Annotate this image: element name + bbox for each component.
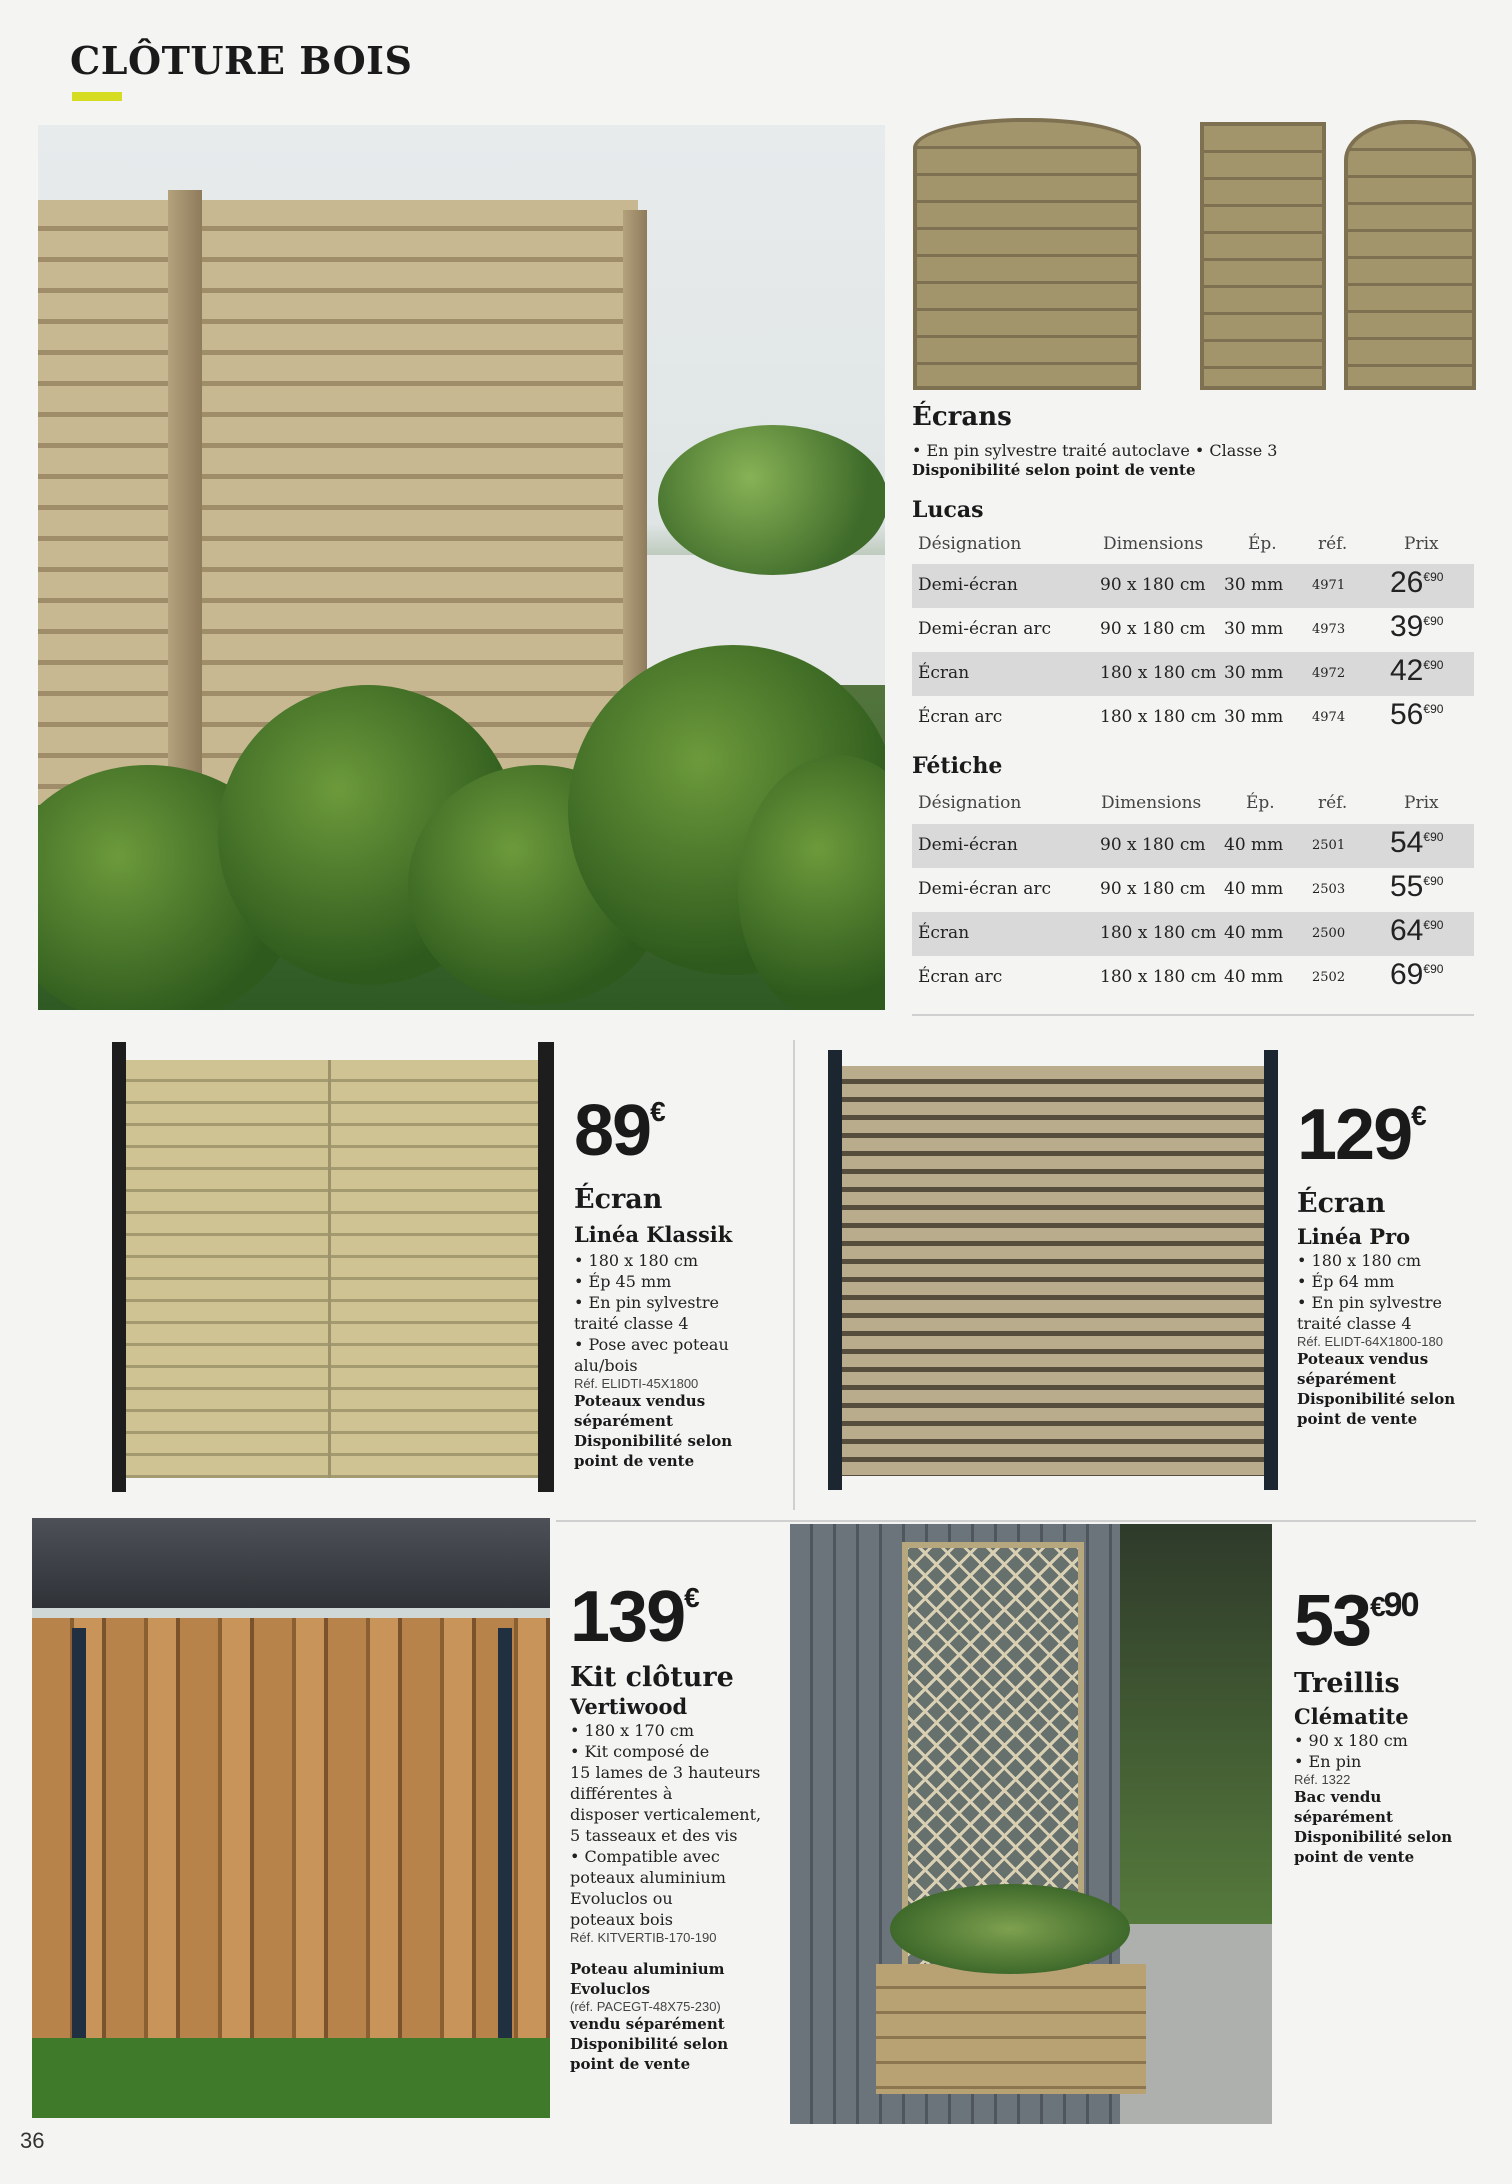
- spec-line: poteaux bois: [570, 1910, 673, 1929]
- fetiche-header-ep: Ép.: [1246, 793, 1275, 813]
- cell-ep: 40 mm: [1224, 835, 1284, 855]
- table-row: [912, 564, 1474, 608]
- cell-price: $64^{€90}$: [1390, 914, 1444, 947]
- linea-klassik-subname: Linéa Klassik: [574, 1222, 733, 1247]
- note-line: point de vente: [1297, 1410, 1418, 1428]
- spec-line: • Pose avec poteau: [574, 1335, 729, 1354]
- ecrans-spec: • En pin sylvestre traité autoclave • Classe 3: [912, 441, 1278, 460]
- fetiche-header-designation: Désignation: [918, 793, 1022, 813]
- cell-price: $54^{€90}$: [1390, 826, 1444, 859]
- spec-line: • Kit composé de: [570, 1742, 710, 1761]
- treillis-subname: Clématite: [1294, 1704, 1409, 1729]
- ecrans-title: Écrans: [912, 402, 1012, 432]
- linea-pro-photo: [828, 1050, 1280, 1490]
- cell-designation: Écran arc: [918, 967, 1003, 987]
- note-line: Poteaux vendus: [574, 1392, 706, 1410]
- cell-ep: 40 mm: [1224, 879, 1284, 899]
- lucas-header-dimensions: Dimensions: [1103, 534, 1204, 554]
- spec-line: • 180 x 180 cm: [1297, 1251, 1422, 1270]
- cell-dimensions: 90 x 180 cm: [1100, 879, 1206, 899]
- vertiwood-photo: [32, 1518, 550, 2118]
- cell-ref: 2502: [1312, 970, 1346, 985]
- demi-ecran-arc-thumbnail: [1344, 120, 1476, 390]
- spec-line: • Compatible avec: [570, 1847, 720, 1866]
- divider: [556, 1520, 1476, 1522]
- spec-line: traité classe 4: [1297, 1314, 1412, 1333]
- product-ref: Réf. ELIDT-64X1800-180: [1297, 1334, 1443, 1349]
- vertiwood-price: 139€: [570, 1577, 698, 1657]
- cell-ep: 40 mm: [1224, 967, 1284, 987]
- linea-pro-price: 129€: [1297, 1095, 1425, 1175]
- ecran-arc-thumbnail: [913, 118, 1141, 390]
- cell-ep: 30 mm: [1224, 619, 1284, 639]
- cell-designation: Écran: [918, 663, 970, 683]
- demi-ecran-thumbnail: [1200, 122, 1326, 390]
- cell-designation: Écran arc: [918, 707, 1003, 727]
- ecrans-availability: Disponibilité selon point de vente: [912, 461, 1196, 479]
- lucas-title: Lucas: [912, 497, 984, 523]
- cell-price: $56^{€90}$: [1390, 698, 1444, 731]
- linea-klassik-photo: [112, 1042, 554, 1492]
- note-line: Poteaux vendus: [1297, 1350, 1429, 1368]
- note-line: séparément: [574, 1412, 673, 1430]
- cell-price: $39^{€90}$: [1390, 610, 1444, 643]
- treillis-photo: [790, 1524, 1272, 2124]
- treillis-price: $53^{€90}$: [1294, 1581, 1418, 1661]
- spec-line: poteaux aluminium: [570, 1868, 726, 1887]
- spec-line: Evoluclos ou: [570, 1889, 673, 1908]
- spec-line: • En pin sylvestre: [574, 1293, 719, 1312]
- spec-line: • 180 x 180 cm: [574, 1251, 699, 1270]
- lucas-header-ep: Ép.: [1248, 534, 1277, 554]
- table-row: [912, 868, 1474, 912]
- spec-line: • Ép 45 mm: [574, 1272, 672, 1291]
- cell-price: $26^{€90}$: [1390, 566, 1444, 599]
- table-row: [912, 608, 1474, 652]
- cell-ref: 4972: [1312, 666, 1346, 681]
- note-line: séparément: [1297, 1370, 1396, 1388]
- linea-pro-subname: Linéa Pro: [1297, 1224, 1411, 1249]
- cell-ep: 30 mm: [1224, 575, 1284, 595]
- note-line: Poteau aluminium: [570, 1960, 725, 1978]
- note-line: Disponibilité selon: [574, 1432, 733, 1450]
- spec-line: disposer verticalement,: [570, 1805, 762, 1824]
- note-line: Disponibilité selon: [570, 2035, 729, 2053]
- cell-price: $69^{€90}$: [1390, 958, 1444, 991]
- cell-ref: 2500: [1312, 926, 1346, 941]
- divider: [912, 1014, 1474, 1016]
- cell-dimensions: 180 x 180 cm: [1100, 663, 1217, 683]
- note-line: séparément: [1294, 1808, 1393, 1826]
- treillis-name: Treillis: [1294, 1668, 1400, 1699]
- lucas-header-designation: Désignation: [918, 534, 1022, 554]
- note-line: Disponibilité selon: [1294, 1828, 1453, 1846]
- note-line: point de vente: [570, 2055, 691, 2073]
- cell-ref: 4973: [1312, 622, 1346, 637]
- spec-line: 15 lames de 3 hauteurs: [570, 1763, 761, 1782]
- spec-line: • 90 x 180 cm: [1294, 1731, 1408, 1750]
- cell-dimensions: 90 x 180 cm: [1100, 575, 1206, 595]
- lucas-header-ref: réf.: [1318, 534, 1348, 554]
- fetiche-title: Fétiche: [912, 753, 1003, 779]
- cell-dimensions: 180 x 180 cm: [1100, 707, 1217, 727]
- table-row: [912, 652, 1474, 696]
- title-accent-bar: [72, 92, 122, 101]
- note-line: Disponibilité selon: [1297, 1390, 1456, 1408]
- table-row: [912, 956, 1474, 1000]
- linea-klassik-details: [574, 1250, 774, 1471]
- linea-klassik-name: Écran: [574, 1184, 663, 1215]
- cell-ref: 4971: [1312, 578, 1346, 593]
- cell-ref: 4974: [1312, 710, 1346, 725]
- spec-line: • En pin: [1294, 1752, 1362, 1771]
- page-title: CLÔTURE BOIS: [70, 38, 413, 83]
- note-line: point de vente: [1294, 1848, 1415, 1866]
- spec-line: • En pin sylvestre: [1297, 1293, 1442, 1312]
- divider: [793, 1040, 795, 1510]
- table-row: [912, 824, 1474, 868]
- hero-fence-photo: [38, 125, 885, 1010]
- table-row: [912, 912, 1474, 956]
- note-line: Evoluclos: [570, 1980, 651, 1998]
- page-number: 36: [20, 2128, 45, 2153]
- cell-designation: Demi-écran: [918, 835, 1018, 855]
- cell-designation: Écran: [918, 923, 970, 943]
- vertiwood-subname: Vertiwood: [570, 1694, 688, 1719]
- cell-dimensions: 180 x 180 cm: [1100, 923, 1217, 943]
- spec-line: alu/bois: [574, 1356, 638, 1375]
- cell-dimensions: 90 x 180 cm: [1100, 835, 1206, 855]
- spec-line: 5 tasseaux et des vis: [570, 1826, 738, 1845]
- fetiche-header-ref: réf.: [1318, 793, 1348, 813]
- cell-price: $42^{€90}$: [1390, 654, 1444, 687]
- cell-ref: 2503: [1312, 882, 1346, 897]
- table-row: [912, 696, 1474, 740]
- lucas-header-prix: Prix: [1404, 534, 1439, 554]
- cell-dimensions: 90 x 180 cm: [1100, 619, 1206, 639]
- product-ref: Réf. 1322: [1294, 1772, 1351, 1787]
- cell-designation: Demi-écran arc: [918, 619, 1051, 639]
- cell-designation: Demi-écran: [918, 575, 1018, 595]
- cell-ep: 30 mm: [1224, 663, 1284, 683]
- spec-line: différentes à: [570, 1784, 673, 1803]
- spec-line: traité classe 4: [574, 1314, 689, 1333]
- note-line: vendu séparément: [570, 2015, 725, 2033]
- cell-price: $55^{€90}$: [1390, 870, 1444, 903]
- accessory-ref: (réf. PACEGT-48X75-230): [570, 1999, 721, 2014]
- linea-pro-name: Écran: [1297, 1188, 1386, 1219]
- cell-ref: 2501: [1312, 838, 1346, 853]
- fetiche-header-prix: Prix: [1404, 793, 1439, 813]
- linea-klassik-price: 89€: [574, 1091, 664, 1171]
- linea-pro-details: [1297, 1250, 1497, 1429]
- vertiwood-details: [570, 1720, 790, 2074]
- product-ref: Réf. KITVERTIB-170-190: [570, 1930, 717, 1945]
- cell-dimensions: 180 x 180 cm: [1100, 967, 1217, 987]
- spec-line: • Ép 64 mm: [1297, 1272, 1395, 1291]
- note-line: Bac vendu: [1294, 1788, 1382, 1806]
- cell-designation: Demi-écran arc: [918, 879, 1051, 899]
- product-ref: Réf. ELIDTI-45X1800: [574, 1376, 699, 1391]
- cell-ep: 30 mm: [1224, 707, 1284, 727]
- spec-line: • 180 x 170 cm: [570, 1721, 695, 1740]
- vertiwood-name: Kit clôture: [570, 1662, 734, 1693]
- note-line: point de vente: [574, 1452, 695, 1470]
- cell-ep: 40 mm: [1224, 923, 1284, 943]
- treillis-details: [1294, 1730, 1494, 1867]
- fetiche-header-dimensions: Dimensions: [1101, 793, 1202, 813]
